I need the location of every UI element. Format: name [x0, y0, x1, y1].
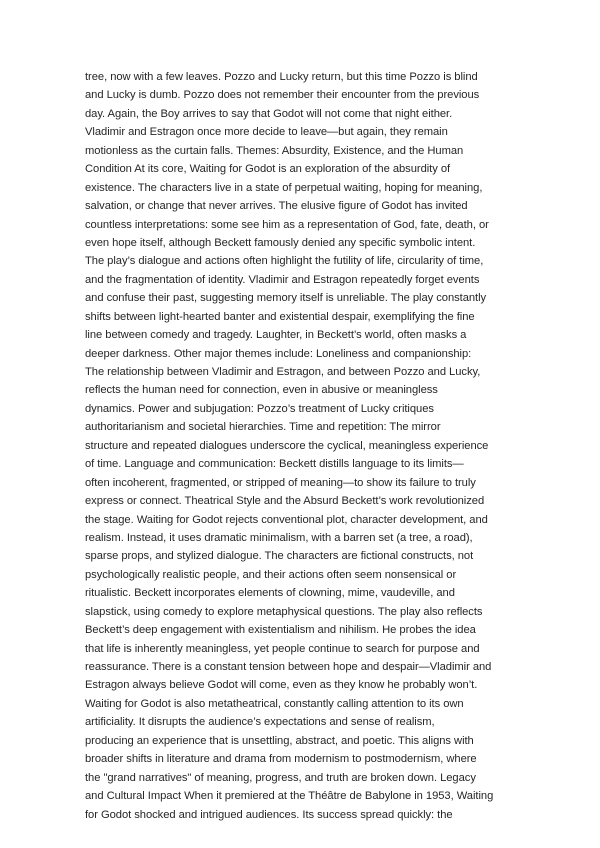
text-line: The play’s dialogue and actions often highlight the futility of life, circularity of time,: [85, 255, 484, 268]
text-line: psychologically realistic people, and their actions often seem nonsensical or: [85, 568, 457, 581]
text-line: The relationship between Vladimir and Estragon, and between Pozzo and Lucky,: [85, 366, 481, 378]
text-line: tree, now with a few leaves. Pozzo and Lucky return, but this time Pozzo is blind: [85, 71, 478, 83]
text-line: reassurance. There is a constant tension between hope and despair—Vladimir and: [85, 661, 492, 673]
text-line: Beckett’s deep engagement with existentialism and nihilism. He probes the idea: [85, 624, 476, 637]
text-line: shifts between light-hearted banter and existential despair, exemplifying the fine: [85, 310, 475, 323]
text-line: deeper darkness. Other major themes include: Loneliness and companionship:: [85, 347, 472, 360]
text-line: motionless as the curtain falls. Themes: Absurdity, Existence, and the Human: [85, 144, 464, 157]
text-line: slapstick, using comedy to explore metaphysical questions. The play also reflects: [85, 605, 483, 618]
text-line: express or connect. Theatrical Style and the Absurd Beckett’s work revolutionized: [85, 495, 485, 508]
text-line: Condition At its core, Waiting for Godot is an exploration of the absurdity of: [85, 163, 451, 176]
text-line: authoritarianism and societal hierarchies. Time and repetition: The mirror: [85, 421, 441, 434]
text-line: and Cultural Impact When it premiered at the Théâtre de Babylone in 1953, Waiting: [85, 790, 494, 803]
text-line: salvation, or change that never arrives. The elusive figure of Godot has invited: [85, 200, 468, 213]
text-line: existence. The characters live in a state of perpetual waiting, hoping for meaning,: [85, 181, 483, 194]
text-line: dynamics. Power and subjugation: Pozzo’s treatment of Lucky critiques: [85, 402, 434, 415]
text-line: producing an experience that is unsettling, abstract, and poetic. This aligns with: [85, 734, 474, 747]
text-line: Estragon always believe Godot will come, even as they know he probably won’t.: [85, 679, 478, 692]
text-line: even hope itself, although Beckett famously denied any specific symbolic intent.: [85, 236, 476, 249]
text-line: structure and repeated dialogues underscore the cyclical, meaningless experience: [85, 439, 489, 452]
text-line: often incoherent, fragmented, or stripped of meaning—to show its failure to truly: [85, 476, 476, 489]
text-line: Waiting for Godot is also metatheatrical, constantly calling attention to its own: [85, 697, 464, 710]
text-line: broader shifts in literature and drama from modernism to postmodernism, where: [85, 753, 477, 766]
text-line: and confuse their past, suggesting memory itself is unreliable. The play constantly: [85, 292, 487, 305]
text-line: countless interpretations: some see him as a representation of God, fate, death, or: [85, 218, 489, 231]
text-line: Vladimir and Estragon once more decide to leave—but again, they remain: [85, 126, 448, 139]
body-text: [85, 68, 525, 824]
text-line: line between comedy and tragedy. Laughter, in Beckett’s world, often masks a: [85, 329, 467, 342]
text-line: and the fragmentation of identity. Vladimir and Estragon repeatedly forget events: [85, 273, 480, 286]
text-line: artificiality. It disrupts the audience’s expectations and sense of realism,: [85, 716, 435, 729]
text-line: reflects the human need for connection, even in abusive or meaningless: [85, 384, 438, 397]
text-line: the "grand narratives" of meaning, progress, and truth are broken down. Legacy: [85, 771, 476, 784]
text-line: realism. Instead, it uses dramatic minimalism, with a barren set (a tree, a road),: [85, 531, 473, 544]
text-line: the stage. Waiting for Godot rejects conventional plot, character development, and: [85, 513, 488, 526]
text-line: day. Again, the Boy arrives to say that Godot will not come that night either.: [85, 107, 453, 120]
text-line: ritualistic. Beckett incorporates elements of clowning, mime, vaudeville, and: [85, 587, 455, 600]
text-line: of time. Language and communication: Beckett distills language to its limits—: [85, 458, 464, 471]
text-line: for Godot shocked and intrigued audiences. Its success spread quickly: the: [85, 808, 453, 821]
text-line: that life is inherently meaningless, yet people continue to search for purpose and: [85, 642, 480, 655]
text-line: sparse props, and stylized dialogue. The characters are fictional constructs, not: [85, 550, 474, 563]
text-line: and Lucky is dumb. Pozzo does not remember their encounter from the previous: [85, 89, 480, 102]
